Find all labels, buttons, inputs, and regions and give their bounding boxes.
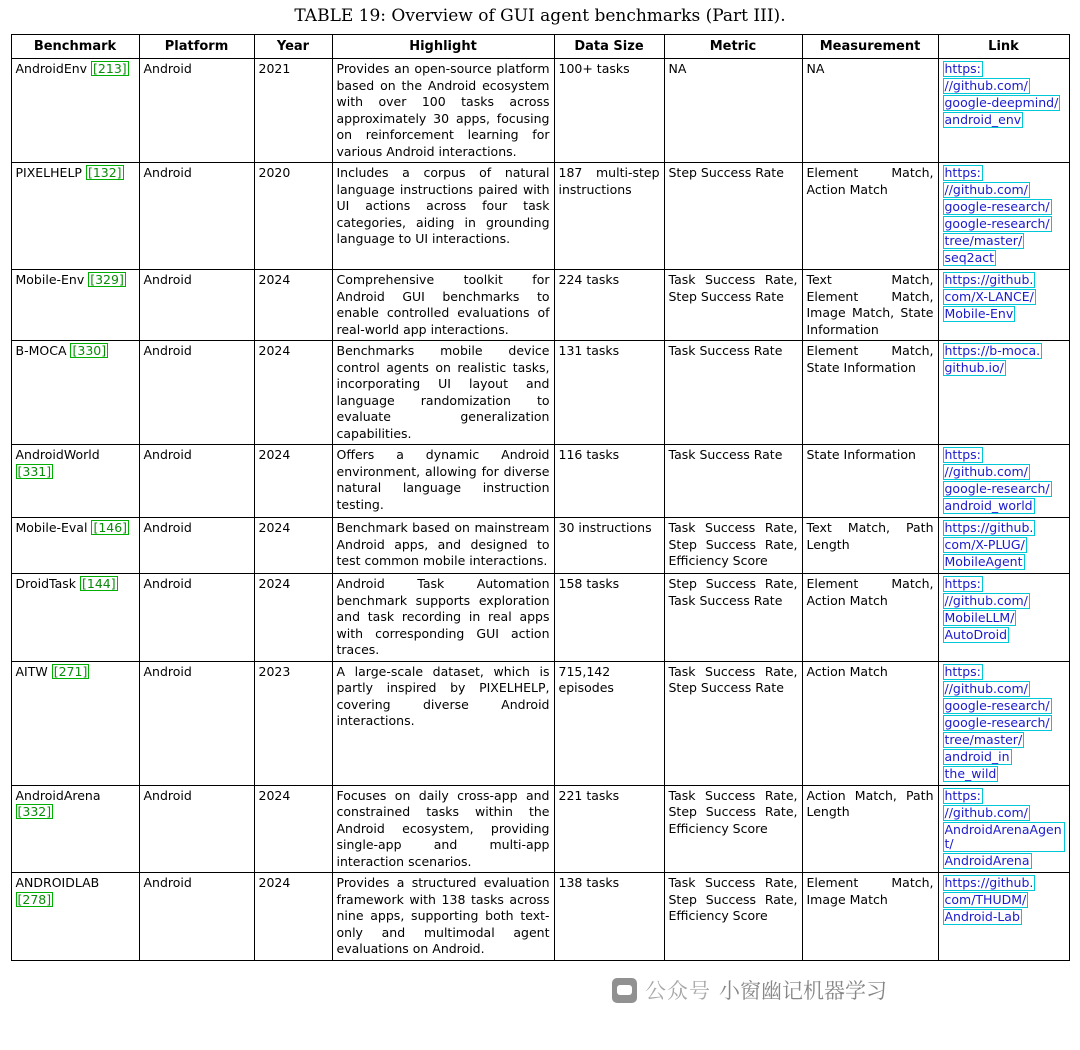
link-segment[interactable]: https:	[944, 447, 981, 463]
link-segment[interactable]: tree/master/	[944, 731, 1023, 747]
table-row	[11, 873, 1069, 961]
cell-link[interactable]	[938, 785, 1069, 873]
table-row	[11, 341, 1069, 445]
column-header-data-size: Data Size	[554, 35, 664, 59]
cell-year: 2021	[254, 59, 332, 163]
link-segment[interactable]: https://b-moca.	[944, 343, 1041, 359]
cell-benchmark	[11, 341, 139, 445]
citation-reference[interactable]: [330]	[72, 343, 107, 359]
table-row	[11, 270, 1069, 341]
link-segment[interactable]: //github.com/	[944, 804, 1028, 820]
cell-data-size: 116 tasks	[554, 445, 664, 518]
cell-benchmark	[11, 518, 139, 574]
citation-reference[interactable]: [278]	[17, 891, 52, 907]
cell-year: 2024	[254, 270, 332, 341]
cell-data-size: 187 multi-step instructions	[554, 163, 664, 270]
cell-data-size: 138 tasks	[554, 873, 664, 961]
cell-platform: Android	[139, 661, 254, 785]
cell-highlight: Provides a structured evaluation framework with 138 tasks across nine apps, supporting both text-only and multimodal agent evaluations on Android.	[332, 873, 554, 961]
cell-metric: Task Success Rate	[664, 341, 802, 445]
benchmark-link[interactable]	[943, 664, 1065, 783]
cell-link[interactable]	[938, 661, 1069, 785]
benchmark-name: AndroidArena	[15, 787, 101, 803]
benchmark-link[interactable]	[943, 61, 1065, 129]
cell-platform: Android	[139, 873, 254, 961]
link-segment[interactable]: tree/master/	[944, 233, 1023, 249]
benchmark-link[interactable]	[943, 875, 1065, 926]
cell-metric: Step Success Rate, Task Success Rate	[664, 574, 802, 662]
citation-reference[interactable]: [329]	[90, 272, 124, 288]
cell-measurement: NA	[802, 59, 938, 163]
cell-benchmark	[11, 661, 139, 785]
cell-benchmark	[11, 574, 139, 662]
cell-metric: Step Success Rate	[664, 163, 802, 270]
link-segment[interactable]: //github.com/	[944, 182, 1028, 198]
link-segment[interactable]: google-research/	[944, 216, 1050, 232]
cell-highlight: Android Task Automation benchmark supports exploration and task recording in real apps with corresponding GUI action traces.	[332, 574, 554, 662]
cell-link[interactable]	[938, 574, 1069, 662]
benchmark-name: Mobile-Eval	[15, 520, 88, 536]
cell-benchmark	[11, 445, 139, 518]
table-caption: TABLE 19: Overview of GUI agent benchmarks (Part III).	[294, 6, 786, 26]
link-segment[interactable]: https:	[944, 576, 981, 592]
benchmark-name: B-MOCA	[15, 343, 67, 359]
column-header-metric: Metric	[664, 35, 802, 59]
cell-metric: Task Success Rate, Step Success Rate, Efficiency Score	[664, 873, 802, 961]
table-row	[11, 59, 1069, 163]
table-row	[11, 574, 1069, 662]
cell-highlight: Includes a corpus of natural language instructions paired with UI actions across four task categories, aiding in grounding language to UI interactions.	[332, 163, 554, 270]
benchmark-link[interactable]	[943, 576, 1065, 644]
benchmarks-table	[11, 34, 1070, 961]
cell-highlight: Benchmarks mobile device control agents on realistic tasks, incorporating UI layout and language randomization to evaluate generalization capabilities.	[332, 341, 554, 445]
benchmark-link[interactable]	[943, 788, 1065, 870]
table-row	[11, 445, 1069, 518]
benchmark-link[interactable]	[943, 447, 1065, 515]
cell-measurement: Action Match	[802, 661, 938, 785]
column-header-highlight: Highlight	[332, 35, 554, 59]
citation-reference[interactable]: [331]	[17, 463, 52, 479]
link-segment[interactable]: seq2act	[944, 250, 995, 266]
link-segment[interactable]: https:	[944, 663, 981, 679]
link-segment[interactable]: https://github.	[944, 272, 1034, 288]
cell-link[interactable]	[938, 270, 1069, 341]
citation-reference[interactable]: [332]	[17, 804, 52, 820]
table-row	[11, 518, 1069, 574]
link-segment[interactable]: //github.com/	[944, 78, 1028, 94]
cell-link[interactable]	[938, 518, 1069, 574]
column-header-benchmark: Benchmark	[11, 35, 139, 59]
link-segment[interactable]: android_world	[944, 498, 1033, 514]
cell-data-size: 100+ tasks	[554, 59, 664, 163]
cell-link[interactable]	[938, 445, 1069, 518]
link-segment[interactable]: https:	[944, 61, 981, 77]
link-segment[interactable]: Android-Lab	[944, 909, 1020, 925]
link-segment[interactable]: the_wild	[944, 765, 997, 781]
link-segment[interactable]: //github.com/	[944, 464, 1028, 480]
watermark-text-secondary: 小窗幽记机器学习	[719, 979, 887, 1003]
link-segment[interactable]: https:	[944, 165, 981, 181]
link-segment[interactable]: android_in	[944, 748, 1010, 764]
cell-data-size: 30 instructions	[554, 518, 664, 574]
cell-measurement: Element Match, Image Match	[802, 873, 938, 961]
link-segment[interactable]: AndroidArenaAgent/	[943, 822, 1065, 852]
benchmark-link[interactable]	[943, 520, 1065, 571]
cell-measurement: Element Match, Action Match	[802, 574, 938, 662]
cell-measurement: Element Match, Action Match	[802, 163, 938, 270]
link-segment[interactable]: google-research/	[944, 714, 1050, 730]
link-segment[interactable]: https:	[944, 787, 981, 803]
link-segment[interactable]: google-research/	[944, 697, 1050, 713]
cell-data-size: 158 tasks	[554, 574, 664, 662]
link-segment[interactable]: MobileLLM/	[944, 610, 1015, 626]
link-segment[interactable]: https://github.	[944, 875, 1034, 891]
table-row	[11, 785, 1069, 873]
cell-highlight: Provides an open-source platform based on the Android ecosystem with over 100 tasks across approximately 30 apps, focusing on reinforcement learning for various Android interactions.	[332, 59, 554, 163]
cell-metric: Task Success Rate, Step Success Rate, Efficiency Score	[664, 785, 802, 873]
cell-year: 2020	[254, 163, 332, 270]
link-segment[interactable]: google-deepmind/	[944, 95, 1059, 111]
cell-measurement: Action Match, Path Length	[802, 785, 938, 873]
cell-metric: Task Success Rate	[664, 445, 802, 518]
cell-highlight: Benchmark based on mainstream Android apps, and designed to test common mobile interactions.	[332, 518, 554, 574]
benchmark-link[interactable]	[943, 165, 1065, 267]
table-header-row	[11, 35, 1069, 59]
benchmark-name: ANDROIDLAB	[15, 875, 100, 891]
cell-year: 2024	[254, 341, 332, 445]
cell-data-size: 221 tasks	[554, 785, 664, 873]
cell-year: 2024	[254, 873, 332, 961]
cell-platform: Android	[139, 341, 254, 445]
citation-reference[interactable]: [213]	[93, 61, 127, 77]
link-segment[interactable]: com/THUDM/	[944, 892, 1027, 908]
cell-data-size: 131 tasks	[554, 341, 664, 445]
cell-measurement: Element Match, State Information	[802, 341, 938, 445]
column-header-link: Link	[938, 35, 1069, 59]
link-segment[interactable]: AndroidArena	[944, 852, 1030, 868]
benchmark-name: DroidTask	[15, 576, 77, 592]
cell-metric: NA	[664, 59, 802, 163]
cell-year: 2023	[254, 661, 332, 785]
link-segment[interactable]: https://github.	[944, 520, 1034, 536]
link-segment[interactable]: com/X-PLUG/	[944, 537, 1025, 553]
cell-link[interactable]	[938, 163, 1069, 270]
watermark-text-primary: 公众号	[645, 979, 711, 1003]
table-row	[11, 661, 1069, 785]
cell-benchmark	[11, 59, 139, 163]
link-segment[interactable]: android_env	[944, 112, 1022, 128]
link-segment[interactable]: com/X-LANCE/	[944, 289, 1034, 305]
benchmark-name: PIXELHELP	[15, 165, 82, 181]
cell-platform: Android	[139, 270, 254, 341]
cell-highlight: Focuses on daily cross-app and constrained tasks within the Android ecosystem, providing single-app and multi-app interaction scenarios.	[332, 785, 554, 873]
benchmark-link[interactable]	[943, 272, 1065, 323]
cell-platform: Android	[139, 574, 254, 662]
cell-data-size: 224 tasks	[554, 270, 664, 341]
cell-measurement: State Information	[802, 445, 938, 518]
cell-year: 2024	[254, 785, 332, 873]
cell-metric: Task Success Rate, Step Success Rate, Efficiency Score	[664, 518, 802, 574]
cell-year: 2024	[254, 574, 332, 662]
column-header-year: Year	[254, 35, 332, 59]
link-segment[interactable]: MobileAgent	[944, 554, 1023, 570]
citation-reference[interactable]: [271]	[53, 663, 88, 679]
cell-platform: Android	[139, 785, 254, 873]
benchmark-name: AndroidEnv	[15, 61, 88, 77]
cell-platform: Android	[139, 518, 254, 574]
cell-benchmark	[11, 163, 139, 270]
column-header-measurement: Measurement	[802, 35, 938, 59]
link-segment[interactable]: github.io/	[944, 360, 1004, 376]
wechat-logo-icon	[612, 978, 637, 1003]
cell-metric: Task Success Rate, Step Success Rate	[664, 661, 802, 785]
benchmark-name: AITW	[15, 663, 48, 679]
cell-metric: Task Success Rate, Step Success Rate	[664, 270, 802, 341]
cell-platform: Android	[139, 163, 254, 270]
cell-measurement: Text Match, Path Length	[802, 518, 938, 574]
citation-reference[interactable]: [146]	[93, 520, 128, 536]
cell-highlight: Comprehensive toolkit for Android GUI benchmarks to enable controlled evaluations of real-world app interactions.	[332, 270, 554, 341]
cell-year: 2024	[254, 518, 332, 574]
link-segment[interactable]: google-research/	[944, 481, 1050, 497]
cell-data-size: 715,142 episodes	[554, 661, 664, 785]
cell-benchmark	[11, 785, 139, 873]
watermark	[612, 975, 887, 1005]
table-body	[11, 59, 1069, 961]
citation-reference[interactable]: [132]	[87, 165, 122, 181]
table-row	[11, 163, 1069, 270]
cell-link[interactable]	[938, 59, 1069, 163]
cell-benchmark	[11, 873, 139, 961]
cell-benchmark	[11, 270, 139, 341]
cell-measurement: Text Match, Element Match, Image Match, State Information	[802, 270, 938, 341]
cell-link[interactable]	[938, 873, 1069, 961]
citation-reference[interactable]: [144]	[82, 576, 116, 592]
cell-highlight: A large-scale dataset, which is partly inspired by PIXELHELP, covering diverse Android interactions.	[332, 661, 554, 785]
link-segment[interactable]: google-research/	[944, 199, 1050, 215]
benchmark-name: Mobile-Env	[15, 272, 85, 288]
benchmark-name: AndroidWorld	[15, 447, 100, 463]
cell-platform: Android	[139, 445, 254, 518]
cell-link[interactable]	[938, 341, 1069, 445]
benchmark-link[interactable]	[943, 343, 1065, 377]
link-segment[interactable]: //github.com/	[944, 680, 1028, 696]
link-segment[interactable]: AutoDroid	[944, 627, 1008, 643]
link-segment[interactable]: Mobile-Env	[944, 306, 1014, 322]
cell-highlight: Offers a dynamic Android environment, allowing for diverse natural language instruction testing.	[332, 445, 554, 518]
cell-year: 2024	[254, 445, 332, 518]
cell-platform: Android	[139, 59, 254, 163]
column-header-platform: Platform	[139, 35, 254, 59]
link-segment[interactable]: //github.com/	[944, 593, 1028, 609]
